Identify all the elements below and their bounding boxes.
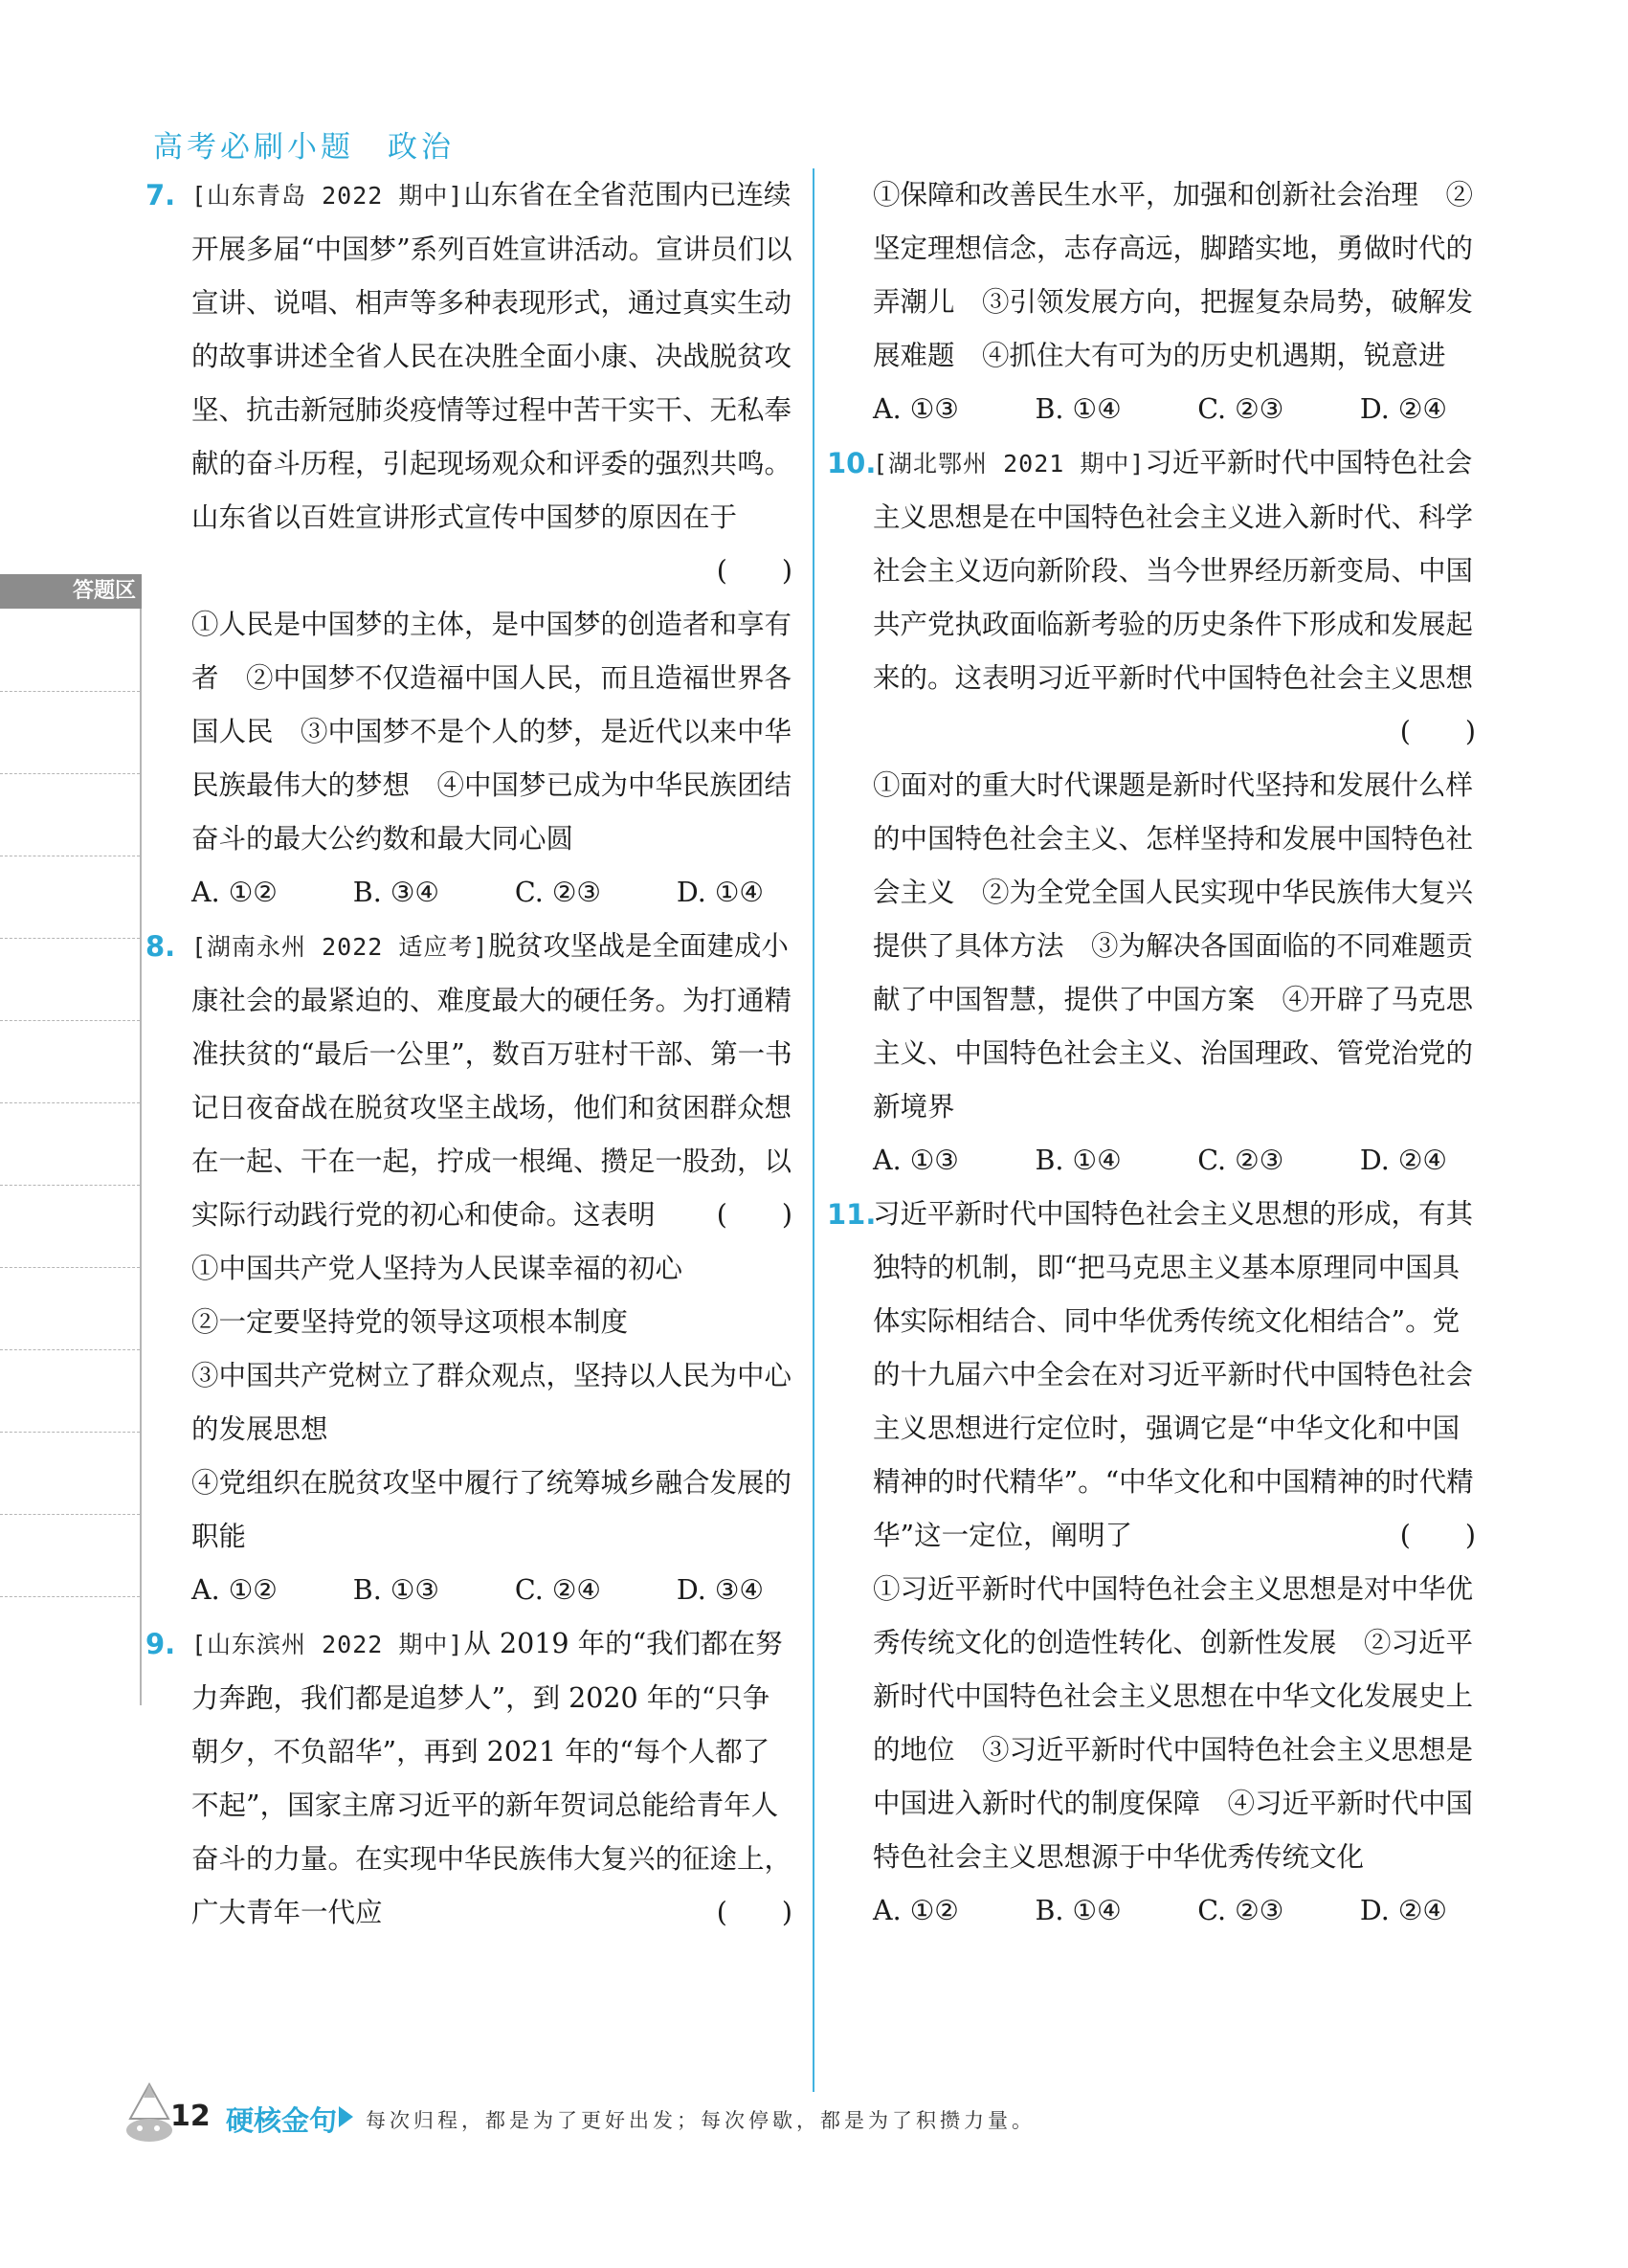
question-8	[145, 920, 792, 1617]
question-stem: 山东省在全省范围内已连续开展多届“中国梦”系列百姓宣讲活动。宣讲员们以宣讲、说唱、相声等多种表现形式，通过真实生动的故事讲述全省人民在决胜全面小康、决战脱贫攻坚、抗击新冠肺炎疫情等过程中苦干实干、无私奉献的奋斗历程，引起现场观众和评委的强烈共鸣。山东省以百姓宣讲形式宣传中国梦的原因在于	[191, 179, 792, 533]
question-9-continued	[835, 168, 1476, 436]
answer-blank[interactable]: ( )	[716, 1897, 792, 1928]
option-c[interactable]: C. ②③	[1197, 393, 1284, 425]
option-d[interactable]: D. ②④	[1359, 1145, 1447, 1176]
answer-blank[interactable]: ( )	[716, 555, 792, 587]
page-footer	[121, 2080, 1508, 2147]
answer-line	[0, 1432, 140, 1433]
answer-line	[0, 1020, 140, 1021]
question-stem: 习近平新时代中国特色社会主义思想是在中国特色社会主义进入新时代、科学社会主义迈向新阶段、当今世界经历新变局、中国共产党执政面临新考验的历史条件下形成和发展起来的。这表明习近平新时代中国特色社会主义思想	[873, 447, 1474, 694]
pencil-mascot-icon	[121, 2080, 178, 2147]
option-b[interactable]: B. ①④	[1035, 393, 1122, 425]
question-number: 9.	[145, 1628, 176, 1660]
answer-line	[0, 1596, 140, 1597]
option-d[interactable]: D. ②④	[1359, 393, 1447, 425]
statement-1: ①中国共产党人坚持为人民谋幸福的初心	[191, 1253, 683, 1284]
option-a[interactable]: A. ①③	[873, 1145, 959, 1176]
question-source: [山东青岛 2022 期中]	[191, 182, 464, 210]
answer-options	[873, 1884, 1476, 1938]
answer-line	[0, 691, 140, 692]
answer-line	[0, 1267, 140, 1268]
option-a[interactable]: A. ①②	[873, 1895, 959, 1926]
motto-text: 每次归程，都是为了更好出发；每次停歇，都是为了积攒力量。	[366, 2109, 1036, 2132]
question-number: 7.	[145, 179, 176, 211]
option-c[interactable]: C. ②③	[1197, 1145, 1284, 1176]
statements: ①保障和改善民生水平，加强和创新社会治理 ②坚定理想信念，志存高远，脚踏实地，勇做时代的弄潮儿 ③引领发展方向，把握复杂局势，破解发展难题 ④抓住大有可为的历史机遇期，锐意进	[873, 179, 1474, 371]
answer-blank[interactable]: ( )	[1399, 716, 1476, 747]
left-column	[145, 168, 792, 1940]
option-b[interactable]: B. ①③	[352, 1574, 439, 1606]
question-number: 11.	[827, 1198, 877, 1231]
option-d[interactable]: D. ③④	[676, 1574, 764, 1606]
answer-line	[0, 1185, 140, 1186]
question-10	[827, 436, 1476, 1188]
option-c[interactable]: C. ②③	[514, 877, 601, 908]
motto-title: 硬核金句	[226, 2104, 338, 2137]
option-a[interactable]: A. ①②	[191, 877, 278, 908]
option-b[interactable]: B. ①④	[1035, 1145, 1122, 1176]
answer-zone-label: 答题区	[0, 574, 142, 609]
option-a[interactable]: A. ①③	[873, 393, 959, 425]
header-title: 高考必刷小题 政治	[153, 130, 455, 165]
page-number: 12	[170, 2100, 211, 2133]
question-number: 8.	[145, 930, 176, 963]
answer-options	[191, 866, 792, 920]
question-stem: 习近平新时代中国特色社会主义思想的形成，有其独特的机制，即“把马克思主义基本原理同中国具体实际相结合、同中华优秀传统文化相结合”。党的十九届六中全会在对习近平新时代中国特色社会主义思想进行定位时，强调它是“中华文化和中国精神的时代精华”。“中华文化和中国精神的时代精华”这一定位，阐明了	[873, 1198, 1474, 1551]
answer-options	[873, 383, 1476, 436]
question-9	[145, 1617, 792, 1940]
question-number: 10.	[827, 447, 877, 479]
answer-line	[0, 1349, 140, 1350]
answer-line	[0, 1102, 140, 1103]
right-column	[827, 168, 1476, 1938]
question-stem: 脱贫攻坚战是全面建成小康社会的最紧迫的、难度最大的硬任务。为打通精准扶贫的“最后一公里”，数百万驻村干部、第一书记日夜奋战在脱贫攻坚主战场，他们和贫困群众想在一起、干在一起，拧成一根绳、攒足一股劲，以实际行动践行党的初心和使命。这表明	[191, 930, 792, 1231]
question-source: [湖南永州 2022 适应考]	[191, 933, 489, 961]
answer-zone[interactable]	[0, 609, 142, 1705]
statements: ①人民是中国梦的主体，是中国梦的创造者和享有者 ②中国梦不仅造福中国人民，而且造福世界各国人民 ③中国梦不是个人的梦，是近代以来中华民族最伟大的梦想 ④中国梦已成为中华民族团结奋斗的最大公约数和最大同心圆	[191, 609, 792, 855]
option-d[interactable]: D. ①④	[676, 877, 764, 908]
option-b[interactable]: B. ③④	[352, 877, 439, 908]
answer-line	[0, 1514, 140, 1515]
option-c[interactable]: C. ②③	[1197, 1895, 1284, 1926]
statements: ①面对的重大时代课题是新时代坚持和发展什么样的中国特色社会主义、怎样坚持和发展中国特色社会主义 ②为全党全国人民实现中华民族伟大复兴提供了具体方法 ③为解决各国面临的不同难题贡献了中国智慧，提供了中国方案 ④开辟了马克思主义、中国特色社会主义、治国理政、管党治党的新境界	[873, 769, 1474, 1123]
play-arrow-icon	[339, 2106, 353, 2127]
answer-line	[0, 938, 140, 939]
question-source: [湖北鄂州 2021 期中]	[873, 450, 1146, 478]
option-d[interactable]: D. ②④	[1359, 1895, 1447, 1926]
option-c[interactable]: C. ②④	[514, 1574, 601, 1606]
answer-options	[191, 1564, 792, 1617]
answer-blank[interactable]: ( )	[1399, 1520, 1476, 1551]
option-a[interactable]: A. ①②	[191, 1574, 278, 1606]
statement-3: ③中国共产党树立了群众观点，坚持以人民为中心的发展思想	[191, 1360, 792, 1445]
statement-2: ②一定要坚持党的领导这项根本制度	[191, 1306, 629, 1338]
question-stem: 从 2019 年的“我们都在努力奔跑，我们都是追梦人”，到 2020 年的“只争朝夕，不负韶华”，再到 2021 年的“每个人都了不起”，国家主席习近平的新年贺词总能给青年人奋斗的力量。在实现中华民族伟大复兴的征途上，广大青年一代应	[191, 1628, 792, 1928]
statements: ①习近平新时代中国特色社会主义思想是对中华优秀传统文化的创造性转化、创新性发展 ②习近平新时代中国特色社会主义思想在中华文化发展史上的地位 ③习近平新时代中国特色社会主义思想是中国进入新时代的制度保障 ④习近平新时代中国特色社会主义思想源于中华优秀传统文化	[873, 1573, 1474, 1873]
question-source: [山东滨州 2022 期中]	[191, 1631, 464, 1658]
column-divider	[813, 168, 814, 2092]
question-7	[145, 168, 792, 920]
answer-blank[interactable]: ( )	[716, 1199, 792, 1231]
answer-line	[0, 773, 140, 774]
answer-options	[873, 1134, 1476, 1188]
question-11	[827, 1188, 1476, 1938]
option-b[interactable]: B. ①④	[1035, 1895, 1122, 1926]
statement-4: ④党组织在脱贫攻坚中履行了统筹城乡融合发展的职能	[191, 1467, 792, 1552]
